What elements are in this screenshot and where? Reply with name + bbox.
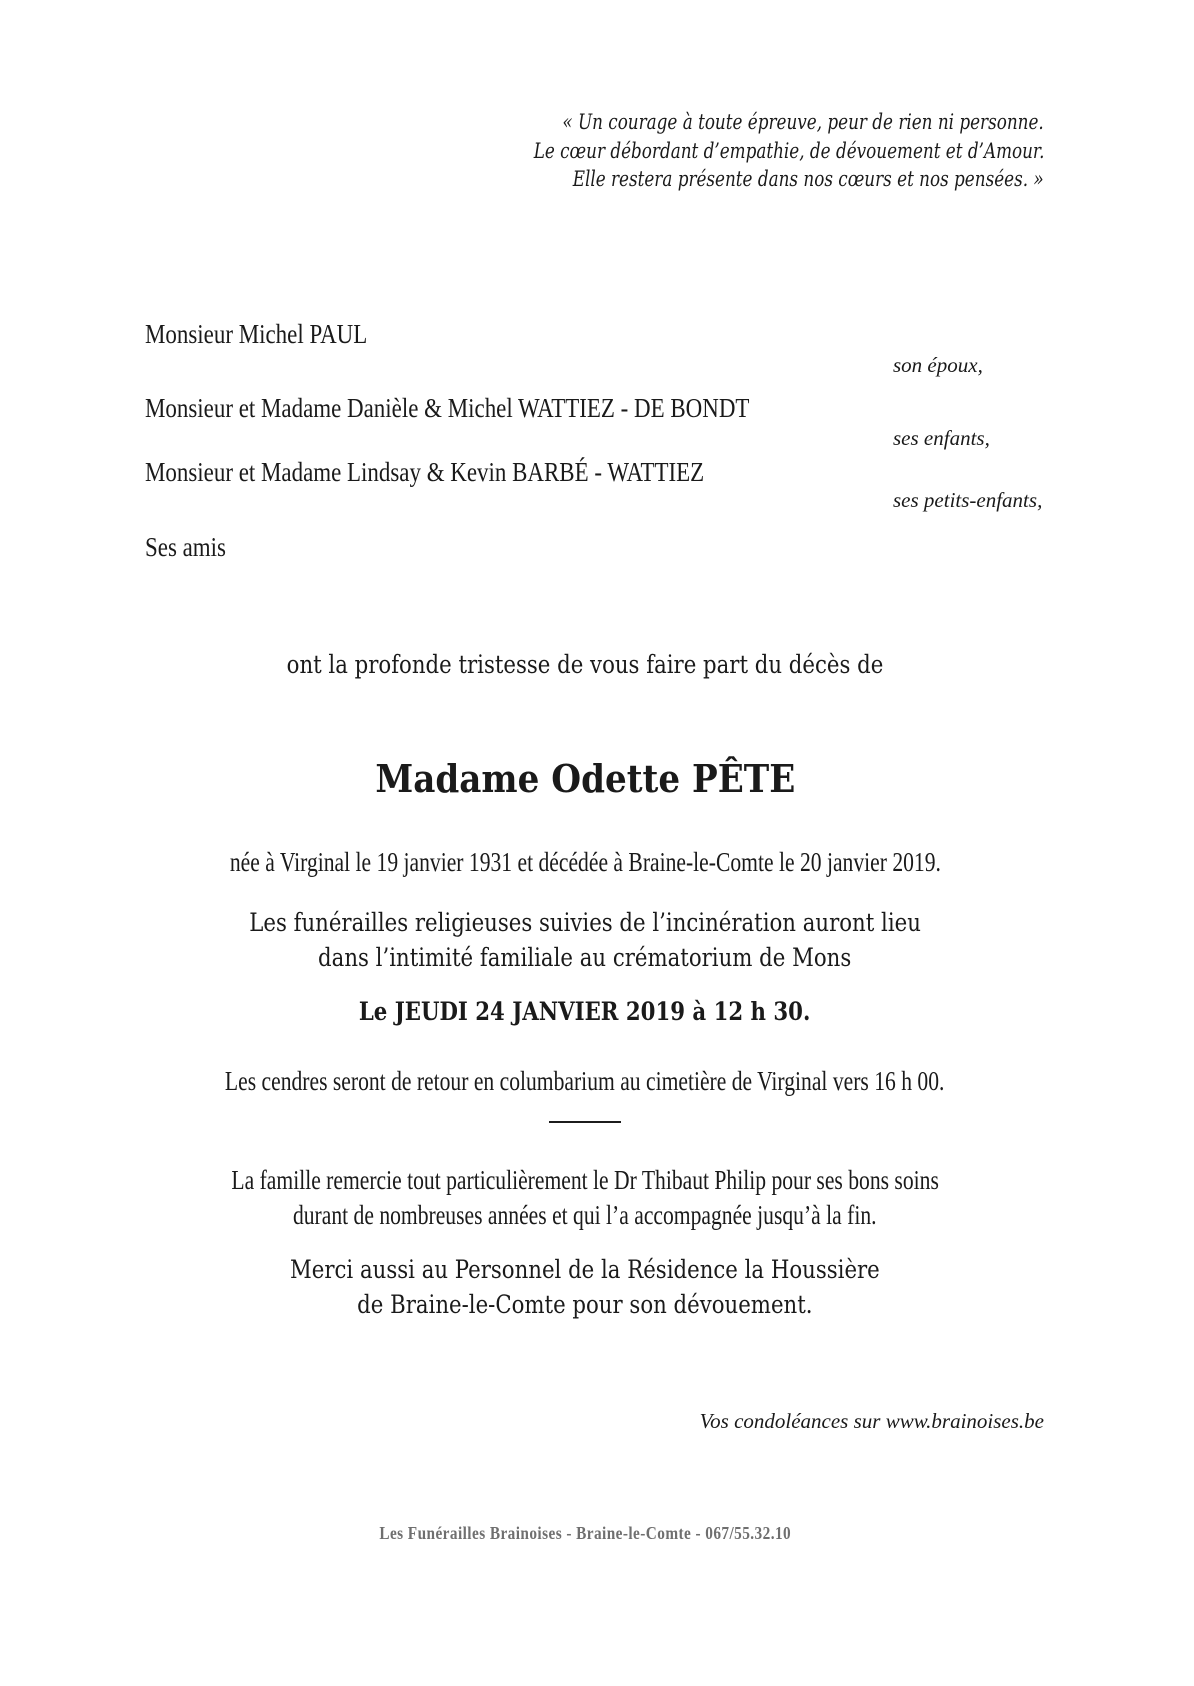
family-grandchildren-name: Monsieur et Madame Lindsay & Kevin BARBÉ - WATTIEZ	[145, 457, 705, 487]
memorial-quote-line-3: Elle restera présente dans nos cœurs et nos pensées. »	[573, 167, 1044, 191]
thanks-doctor-line-1: La famille remercie tout particulièrement le Dr Thibaut Philip pour ses bons soins	[231, 1165, 939, 1195]
memorial-quote-line-2: Le cœur débordant d’empathie, de dévouement et d’Amour.	[533, 138, 1044, 163]
ceremony-line-1: Les funérailles religieuses suivies de l’incinération auront lieu	[249, 908, 921, 937]
ceremony-datetime: Le JEUDI 24 JANVIER 2019 à 12 h 30.	[359, 997, 811, 1026]
family-children-name: Monsieur et Madame Danièle & Michel WATTIEZ - DE BONDT	[145, 393, 750, 423]
family-husband-name: Monsieur Michel PAUL	[145, 319, 368, 349]
thanks-residence-line-2: de Braine-le-Comte pour son dévouement.	[357, 1290, 813, 1319]
family-grandchildren-relation: ses petits-enfants,	[893, 488, 1043, 512]
funeral-home-footer: Les Funérailles Brainoises - Braine-le-Comte - 067/55.32.10	[379, 1523, 791, 1543]
family-children-relation: ses enfants,	[893, 426, 990, 450]
announcement-intro: ont la profonde tristesse de vous faire part du décès de	[286, 650, 884, 679]
family-husband-relation: son époux,	[893, 353, 983, 377]
ashes-return-line: Les cendres seront de retour en columbarium au cimetière de Virginal vers 16 h 00.	[225, 1066, 945, 1096]
deceased-name: Madame Odette PÊTE	[375, 756, 795, 801]
family-friends: Ses amis	[145, 532, 226, 562]
thanks-residence-line-1: Merci aussi au Personnel de la Résidence la Houssière	[290, 1255, 880, 1284]
memorial-quote-line-1: « Un courage à toute épreuve, peur de rien ni personne.	[562, 110, 1044, 134]
separator-rule	[549, 1121, 621, 1123]
thanks-doctor-line-2: durant de nombreuses années et qui l’a accompagnée jusqu’à la fin.	[293, 1200, 877, 1230]
birth-death-line: née à Virginal le 19 janvier 1931 et décédée à Braine-le-Comte le 20 janvier 2019.	[229, 847, 941, 877]
condolences-website-line: Vos condoléances sur www.brainoises.be	[699, 1409, 1044, 1433]
ceremony-line-2: dans l’intimité familiale au crématorium de Mons	[318, 943, 852, 972]
memorial-quote	[406, 108, 1044, 194]
